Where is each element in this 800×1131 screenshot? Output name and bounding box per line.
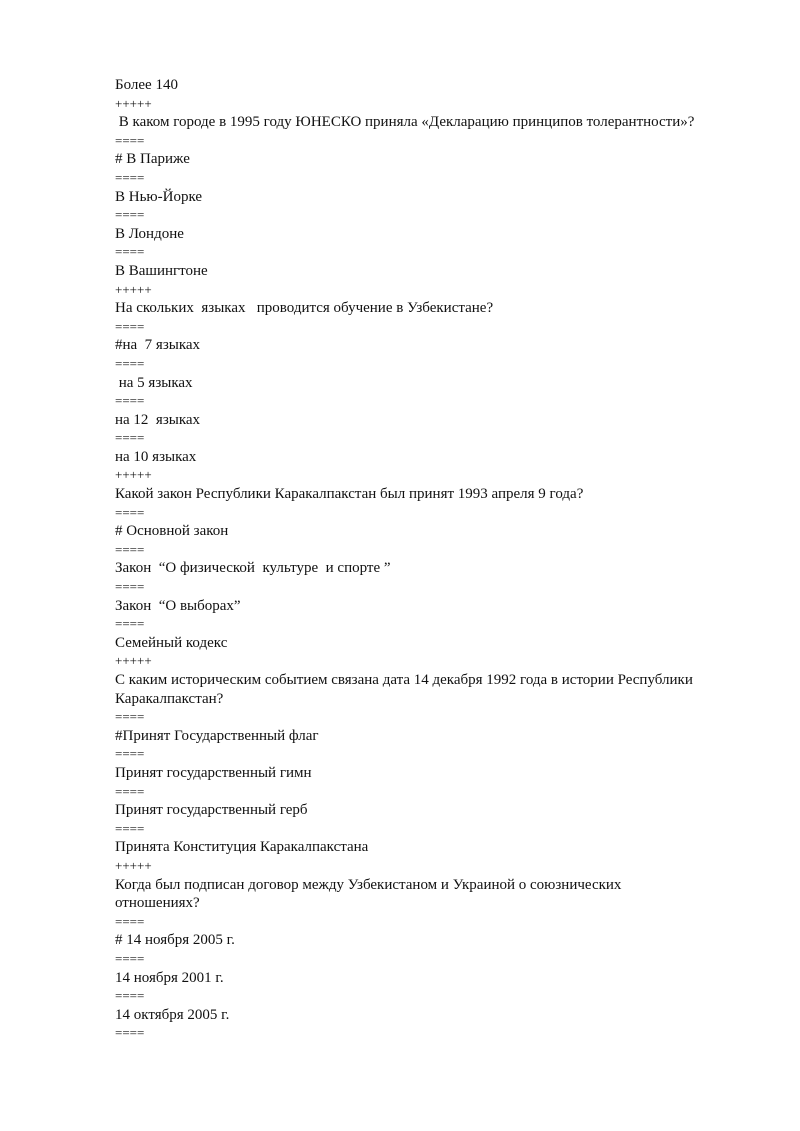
answer-option: на 10 языках	[115, 448, 197, 465]
question-text-continuation: Каракалпакстан?	[115, 690, 224, 707]
answer-separator: ====	[115, 132, 145, 148]
answer-separator: ====	[115, 913, 145, 929]
answer-separator: ====	[115, 169, 145, 185]
answer-option: на 5 языках	[115, 374, 193, 391]
question-separator: +++++	[115, 467, 152, 483]
answer-correct: # Основной закон	[115, 523, 229, 540]
question-text: В каком городе в 1995 году ЮНЕСКО приняла «Декларацию принципов толерантности»?	[115, 114, 695, 131]
answer-separator: ====	[115, 950, 145, 966]
answer-option: на 12 языках	[115, 411, 201, 428]
answer-option: В Нью-Йорке	[115, 188, 203, 205]
answer-option: 14 октября 2005 г.	[115, 1006, 230, 1023]
answer-option: В Лондоне	[115, 225, 184, 242]
answer-separator: ====	[115, 988, 145, 1004]
question-separator: +++++	[115, 857, 152, 873]
answer-separator: ====	[115, 579, 145, 595]
question-text-continuation: отношениях?	[115, 895, 200, 912]
answer-separator: ====	[115, 318, 145, 334]
answer-separator: ====	[115, 709, 145, 725]
text-line: Более 140	[115, 77, 178, 93]
answer-separator: ====	[115, 504, 145, 520]
answer-option: Семейный кодекс	[115, 634, 228, 651]
answer-separator: ====	[115, 393, 145, 409]
answer-separator: ====	[115, 207, 145, 223]
answer-separator: ====	[115, 746, 145, 762]
answer-correct: #на 7 языках	[115, 337, 201, 354]
answer-separator: ====	[115, 355, 145, 371]
answer-option: Закон “О физической культуре и спорте ”	[115, 560, 391, 577]
answer-separator: ====	[115, 430, 145, 446]
answer-separator: ====	[115, 820, 145, 836]
answer-correct: # В Париже	[115, 151, 190, 168]
answer-separator: ====	[115, 783, 145, 799]
answer-correct: #Принят Государственный флаг	[115, 727, 319, 744]
answer-option: В Вашингтоне	[115, 262, 208, 279]
question-separator: +++++	[115, 95, 152, 111]
question-text: На скольких языках проводится обучение в Узбекистане?	[115, 300, 494, 317]
answer-option: Закон “О выборах”	[115, 597, 241, 614]
question-text: С каким историческим событием связана дата 14 декабря 1992 года в истории Республики	[115, 672, 693, 688]
question-text: Когда был подписан договор между Узбекистаном и Украиной о союзнических	[115, 876, 622, 893]
answer-option: Принят государственный гимн	[115, 764, 312, 781]
answer-option: 14 ноября 2001 г.	[115, 969, 224, 986]
answer-separator: ====	[115, 616, 145, 632]
answer-separator: ====	[115, 1025, 145, 1041]
answer-separator: ====	[115, 541, 145, 557]
question-separator: +++++	[115, 281, 152, 297]
document-body	[115, 76, 755, 1043]
answer-separator: ====	[115, 244, 145, 260]
answer-option: Принят государственный герб	[115, 802, 308, 819]
question-text: Какой закон Республики Каракалпакстан был принят 1993 апреля 9 года?	[115, 486, 584, 503]
question-separator: +++++	[115, 653, 152, 669]
answer-option: Принята Конституция Каракалпакстана	[115, 839, 369, 856]
answer-correct: # 14 ноября 2005 г.	[115, 932, 235, 949]
